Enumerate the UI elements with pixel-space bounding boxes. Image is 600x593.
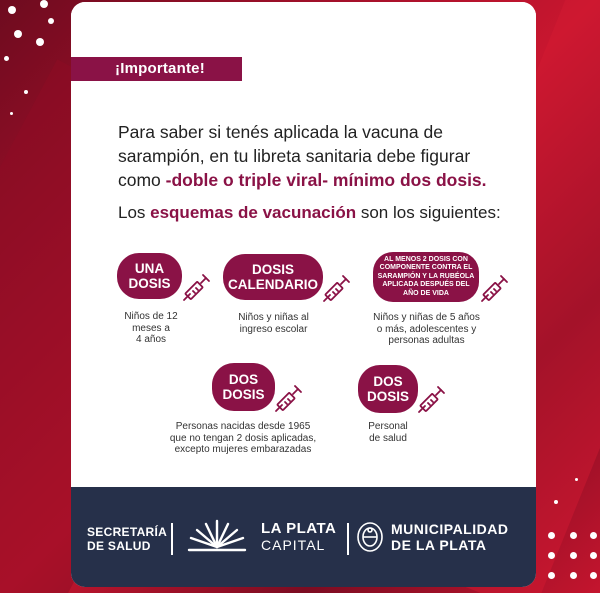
pill-line: DOSIS: [128, 276, 171, 291]
footer-divider: [171, 523, 173, 555]
schemes-heading-highlight: esquemas de vacunación: [150, 203, 357, 222]
footer-divider: [347, 523, 349, 555]
secretaria-line-text: DE: [87, 539, 108, 553]
municipalidad-line: DE LA PLATA: [391, 537, 487, 553]
pill-line: SARAMPIÓN Y LA RUBÉOLA: [377, 272, 475, 280]
scheme-caption: [216, 312, 331, 335]
schemes-heading-text: son los siguientes:: [356, 203, 501, 222]
pill-line: UNA: [134, 261, 165, 276]
pill-line: DOSIS: [251, 262, 294, 277]
secretaria-line: [87, 539, 167, 553]
caption-line: Personas nacidas desde 1965: [175, 421, 311, 432]
pill-line: APLICADA DESPUÉS DEL: [382, 281, 470, 289]
pill-line: DOSIS: [366, 389, 409, 404]
caption-line: Niños y niñas al: [238, 312, 309, 323]
capital-line: CAPITAL: [261, 537, 326, 553]
schemes-heading-text: Los: [118, 203, 151, 222]
sun-rays-logo-icon: [185, 517, 249, 555]
secretaria-line-text: SALUD: [107, 539, 151, 553]
syringe-icon: [181, 271, 213, 303]
caption-line: meses a: [132, 322, 170, 334]
pill-line: AL MENOS 2 DOSIS CON: [384, 255, 468, 263]
intro-highlight: -doble o triple viral- mínimo dos dosis.: [165, 170, 487, 190]
secretaria-label: [87, 525, 167, 553]
scheme-caption: [163, 421, 323, 456]
la-plata-capital-logo: [261, 521, 336, 553]
caption-line: o más, adolescentes y: [376, 323, 477, 335]
pill-line: DOSIS: [222, 387, 265, 402]
intro-line-text: como: [118, 170, 166, 190]
caption-line: de salud: [369, 432, 407, 444]
coat-of-arms-icon: [355, 521, 385, 553]
scheme-pill-una-dosis: [117, 253, 182, 299]
secretaria-line: SECRETARÍA: [87, 525, 168, 539]
syringe-icon: [273, 382, 305, 414]
info-card: [71, 2, 536, 587]
caption-line: que no tengan 2 dosis aplicadas,: [169, 432, 317, 444]
caption-line: 4 años: [135, 334, 167, 345]
caption-line: ingreso escolar: [239, 323, 308, 335]
pill-line: CALENDARIO: [228, 277, 318, 292]
syringe-icon: [321, 272, 353, 304]
scheme-caption: [348, 421, 428, 444]
syringe-icon: [416, 383, 448, 415]
scheme-pill-al-menos-2-dosis: [373, 252, 479, 302]
intro-text: [118, 120, 518, 192]
footer: [71, 487, 536, 587]
scheme-caption: [106, 311, 196, 346]
caption-line: Niños y niñas de 5 años: [373, 312, 480, 323]
important-banner: ¡Importante!: [71, 57, 242, 81]
intro-line: sarampión, en tu libreta sanitaria debe figurar: [118, 146, 471, 166]
municipalidad-line: MUNICIPALIDAD: [391, 521, 509, 537]
intro-line: [118, 168, 518, 192]
pill-line: DOS: [373, 374, 403, 389]
pill-line: DOS: [228, 372, 259, 387]
caption-line: Niños de 12: [124, 311, 178, 322]
la-plata-line: LA PLATA: [261, 520, 337, 537]
caption-line: excepto mujeres embarazadas: [174, 444, 312, 455]
scheme-pill-dos-dosis-personal-salud: [358, 365, 418, 413]
schemes-heading: [118, 203, 528, 223]
intro-line: Para saber si tenés aplicada la vacuna de: [118, 122, 443, 142]
caption-line: Personal: [368, 421, 408, 432]
municipalidad-logo: [391, 521, 508, 553]
caption-line: personas adultas: [388, 335, 465, 346]
pill-line: AÑO DE VIDA: [403, 289, 449, 297]
scheme-caption: [354, 312, 499, 347]
syringe-icon: [479, 272, 511, 304]
pill-line: COMPONENTE CONTRA EL: [379, 264, 473, 272]
scheme-pill-dosis-calendario: [223, 254, 323, 300]
scheme-pill-dos-dosis: [212, 363, 275, 411]
